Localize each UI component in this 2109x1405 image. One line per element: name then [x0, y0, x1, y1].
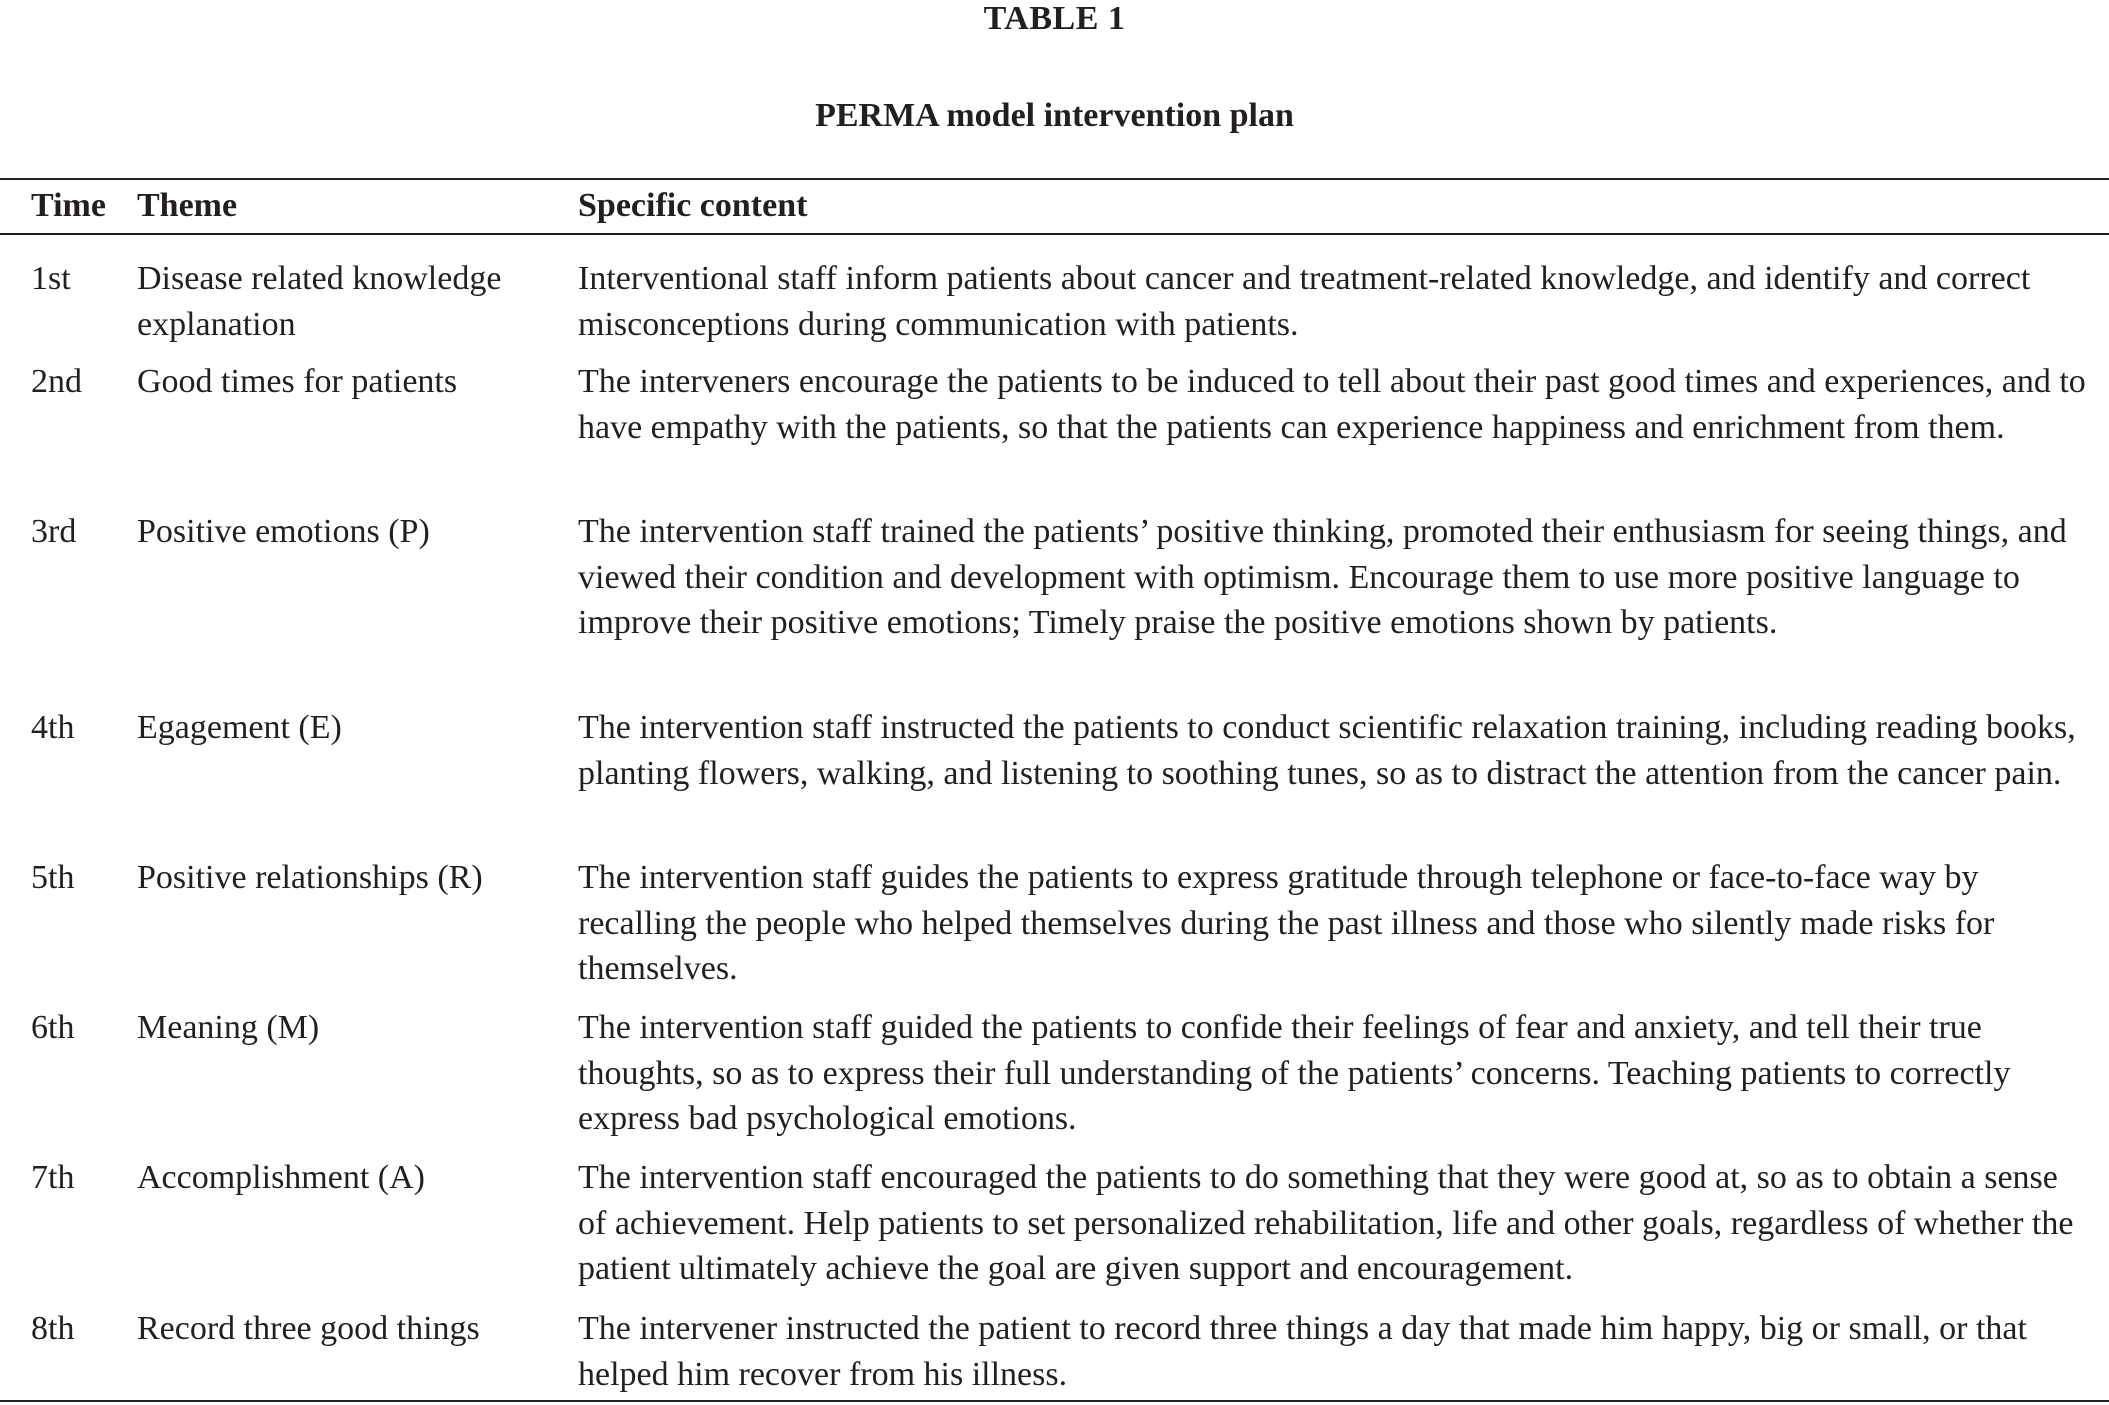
content-cell: The intervener instructed the patient to record three things a day that made him happy, big or small, or that helped him recover from his illness.	[578, 1310, 2027, 1393]
content-cell: The intervention staff trained the patients’ positive thinking, promoted their enthusiasm for seeing things, and viewed their condition and development with optimism. Encourage them to use more positive language to improve their positive emotions; Timely praise the positive emotions shown by patients.	[578, 513, 2067, 641]
theme-cell: Positive emotions (P)	[137, 513, 430, 550]
header-rule	[0, 233, 2109, 235]
time-cell: 5th	[31, 859, 75, 896]
theme-cell: Record three good things	[137, 1310, 480, 1347]
time-cell: 3rd	[31, 513, 77, 550]
theme-cell: Disease related knowledge explanation	[137, 260, 502, 343]
time-cell: 1st	[31, 260, 71, 297]
time-cell: 2nd	[31, 363, 82, 400]
time-cell: 6th	[31, 1009, 75, 1046]
theme-cell: Meaning (M)	[137, 1009, 320, 1046]
bottom-rule	[0, 1400, 2109, 1402]
content-cell: The intervention staff instructed the patients to conduct scientific relaxation training, including reading books, planting flowers, walking, and listening to soothing tunes, so as to distract the attention from the cancer pain.	[578, 709, 2076, 792]
theme-cell: Good times for patients	[137, 363, 458, 400]
content-cell: The intervention staff encouraged the patients to do something that they were good at, so as to obtain a sense of achievement. Help patients to set personalized rehabilitation, life and other goals, regardless of whether the patient ultimately achieve the goal are given support and encouragement.	[578, 1159, 2074, 1287]
time-cell: 7th	[31, 1159, 75, 1196]
header-theme: Theme	[137, 187, 238, 224]
theme-cell: Positive relationships (R)	[137, 859, 483, 896]
top-rule	[0, 178, 2109, 180]
content-cell: The intervention staff guides the patients to express gratitude through telephone or face-to-face way by recalling the people who helped themselves during the past illness and those who silently made risks for themselves.	[578, 859, 1995, 987]
theme-cell: Accomplishment (A)	[137, 1159, 425, 1196]
table-label: TABLE 1	[983, 0, 1126, 37]
header-specific-content: Specific content	[578, 187, 808, 224]
table-caption: PERMA model intervention plan	[815, 97, 1294, 134]
content-cell: The intervention staff guided the patients to confide their feelings of fear and anxiety, and tell their true thoughts, so as to express their full understanding of the patients’ concerns. Teaching patients to correctly express bad psychological emotions.	[578, 1009, 2011, 1137]
table-header	[0, 184, 2109, 228]
header-time: Time	[31, 187, 106, 224]
content-cell: Interventional staff inform patients about cancer and treatment-related knowledge, and identify and correct misconceptions during communication with patients.	[578, 260, 2031, 343]
content-cell: The interveners encourage the patients to be induced to tell about their past good times and experiences, and to have empathy with the patients, so that the patients can experience happiness and enrichment from them.	[578, 363, 2086, 446]
time-cell: 4th	[31, 709, 75, 746]
theme-cell: Egagement (E)	[137, 709, 342, 746]
time-cell: 8th	[31, 1310, 75, 1347]
